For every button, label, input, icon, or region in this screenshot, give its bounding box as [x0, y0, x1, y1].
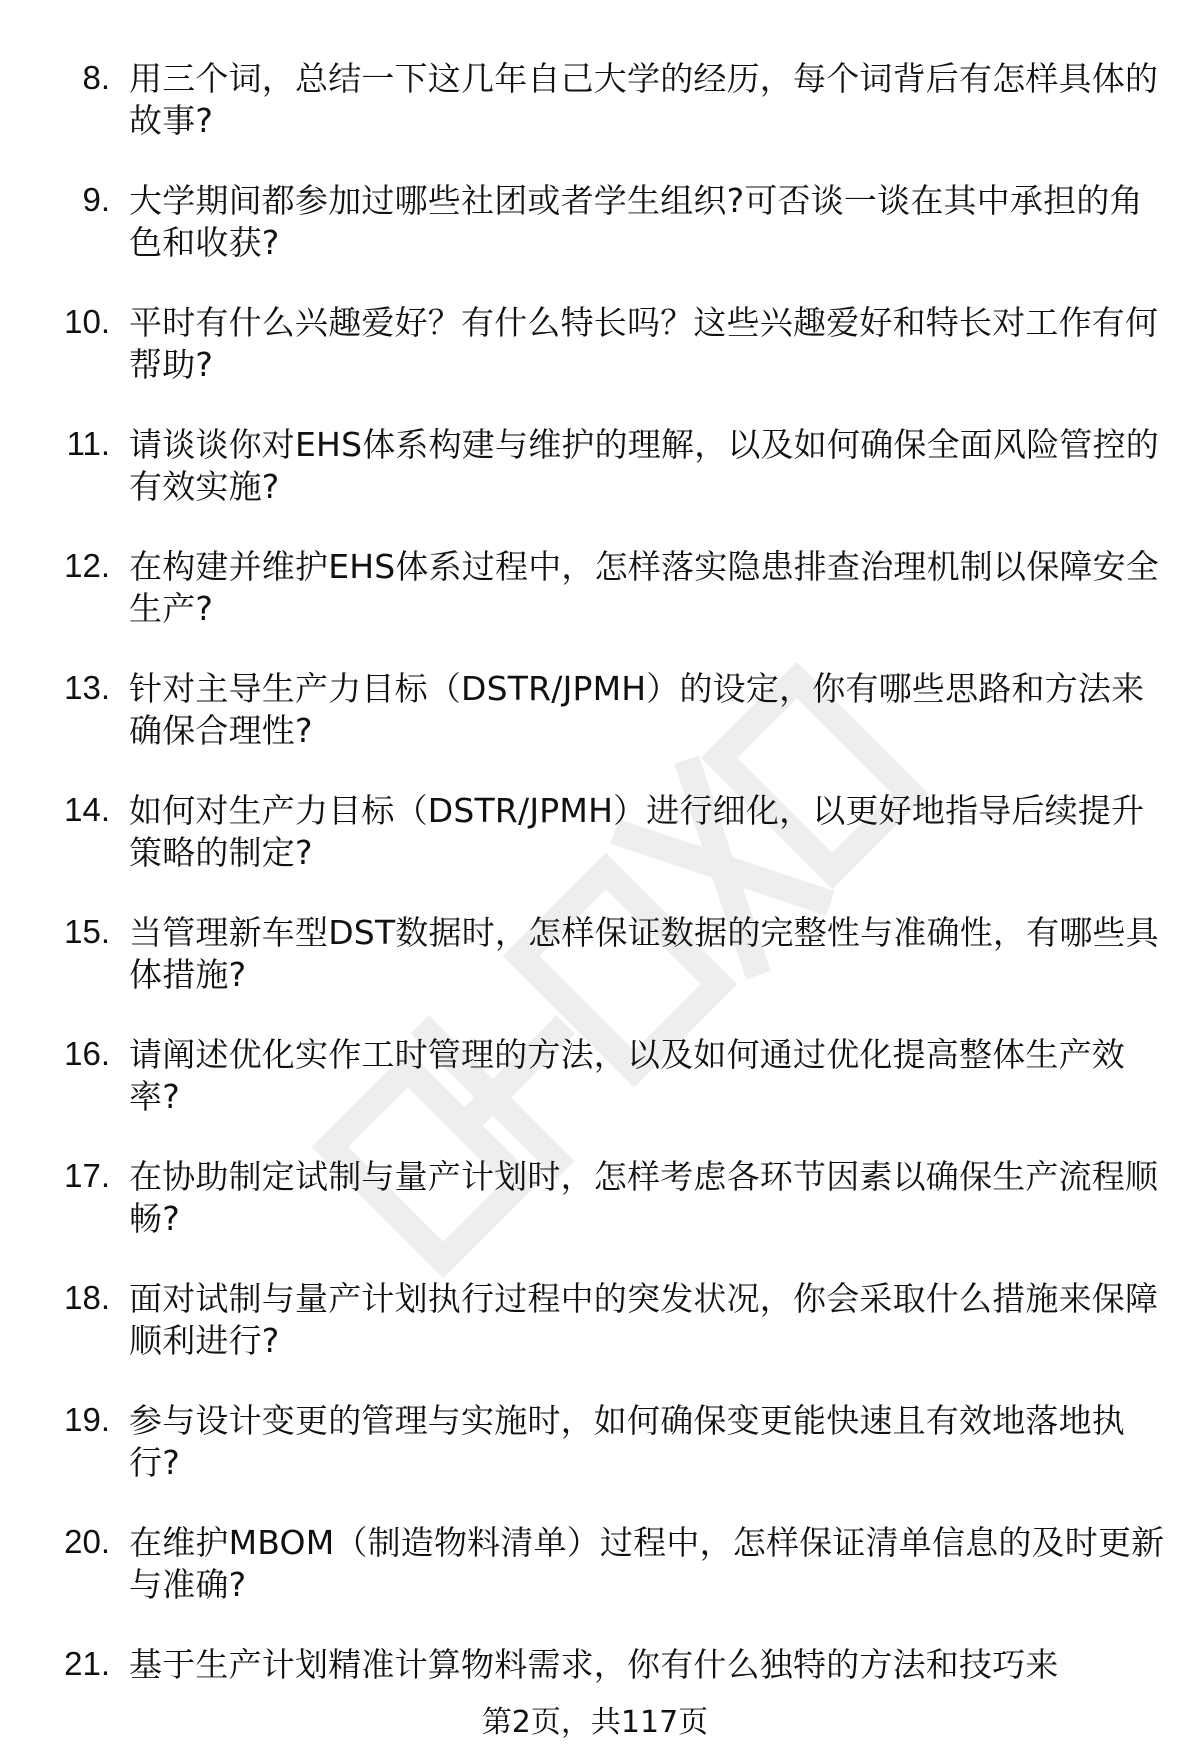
question-number: 16.: [64, 1035, 110, 1072]
question-text: 请谈谈你对EHS体系构建与维护的理解，以及如何确保全面风险管控的有效实施?: [129, 425, 1160, 506]
question-number: 18.: [64, 1279, 110, 1316]
question-text: 大学期间都参加过哪些社团或者学生组织?可否谈一谈在其中承担的角色和收获?: [129, 181, 1143, 262]
question-text: 平时有什么兴趣爱好？有什么特长吗？这些兴趣爱好和特长对工作有何帮助?: [129, 303, 1159, 384]
list-item: [0, 40, 1190, 140]
question-list: [0, 40, 1190, 1748]
list-item: [0, 528, 1190, 628]
question-number: 15.: [64, 913, 110, 950]
question-number: 9.: [82, 181, 110, 218]
question-number: 11.: [66, 425, 110, 462]
page-footer: 第2页，共117页: [481, 1705, 709, 1740]
list-item: [0, 894, 1190, 994]
list-item: [0, 1626, 1190, 1710]
list-item: [0, 406, 1190, 506]
question-number: 8.: [82, 59, 110, 96]
question-text: 在维护MBOM（制造物料清单）过程中，怎样保证清单信息的及时更新与准确?: [129, 1523, 1165, 1604]
question-text: 用三个词，总结一下这几年自己大学的经历，每个词背后有怎样具体的故事?: [129, 59, 1159, 140]
question-text: 基于生产计划精准计算物料需求，你有什么独特的方法和技巧来: [129, 1645, 1059, 1684]
question-number: 13.: [64, 669, 110, 706]
question-number: 10.: [64, 303, 110, 340]
question-number: 21.: [64, 1645, 110, 1682]
list-item: [0, 1382, 1190, 1482]
list-item: [0, 1504, 1190, 1604]
question-text: 参与设计变更的管理与实施时，如何确保变更能快速且有效地落地执行?: [129, 1401, 1125, 1482]
question-text: 针对主导生产力目标（DSTR/JPMH）的设定，你有哪些思路和方法来确保合理性?: [129, 669, 1145, 750]
question-text: 如何对生产力目标（DSTR/JPMH）进行细化，以更好地指导后续提升策略的制定?: [129, 791, 1145, 872]
question-text: 请阐述优化实作工时管理的方法，以及如何通过优化提高整体生产效率?: [129, 1035, 1125, 1116]
question-number: 12.: [64, 547, 110, 584]
list-item: [0, 1138, 1190, 1238]
question-number: 17.: [64, 1157, 110, 1194]
question-text: 在构建并维护EHS体系过程中，怎样落实隐患排查治理机制以保障安全生产?: [129, 547, 1160, 628]
question-text: 在协助制定试制与量产计划时，怎样考虑各环节因素以确保生产流程顺畅?: [129, 1157, 1159, 1238]
question-text: 当管理新车型DST数据时，怎样保证数据的完整性与准确性，有哪些具体措施?: [129, 913, 1159, 994]
question-number: 14.: [64, 791, 110, 828]
question-text: 面对试制与量产计划执行过程中的突发状况，你会采取什么措施来保障顺利进行?: [129, 1279, 1159, 1360]
list-item: [0, 1260, 1190, 1360]
question-number: 20.: [64, 1523, 110, 1560]
list-item: [0, 772, 1190, 872]
list-item: [0, 1016, 1190, 1116]
list-item: [0, 650, 1190, 750]
list-item: [0, 284, 1190, 384]
list-item: [0, 162, 1190, 262]
question-number: 19.: [64, 1401, 110, 1438]
